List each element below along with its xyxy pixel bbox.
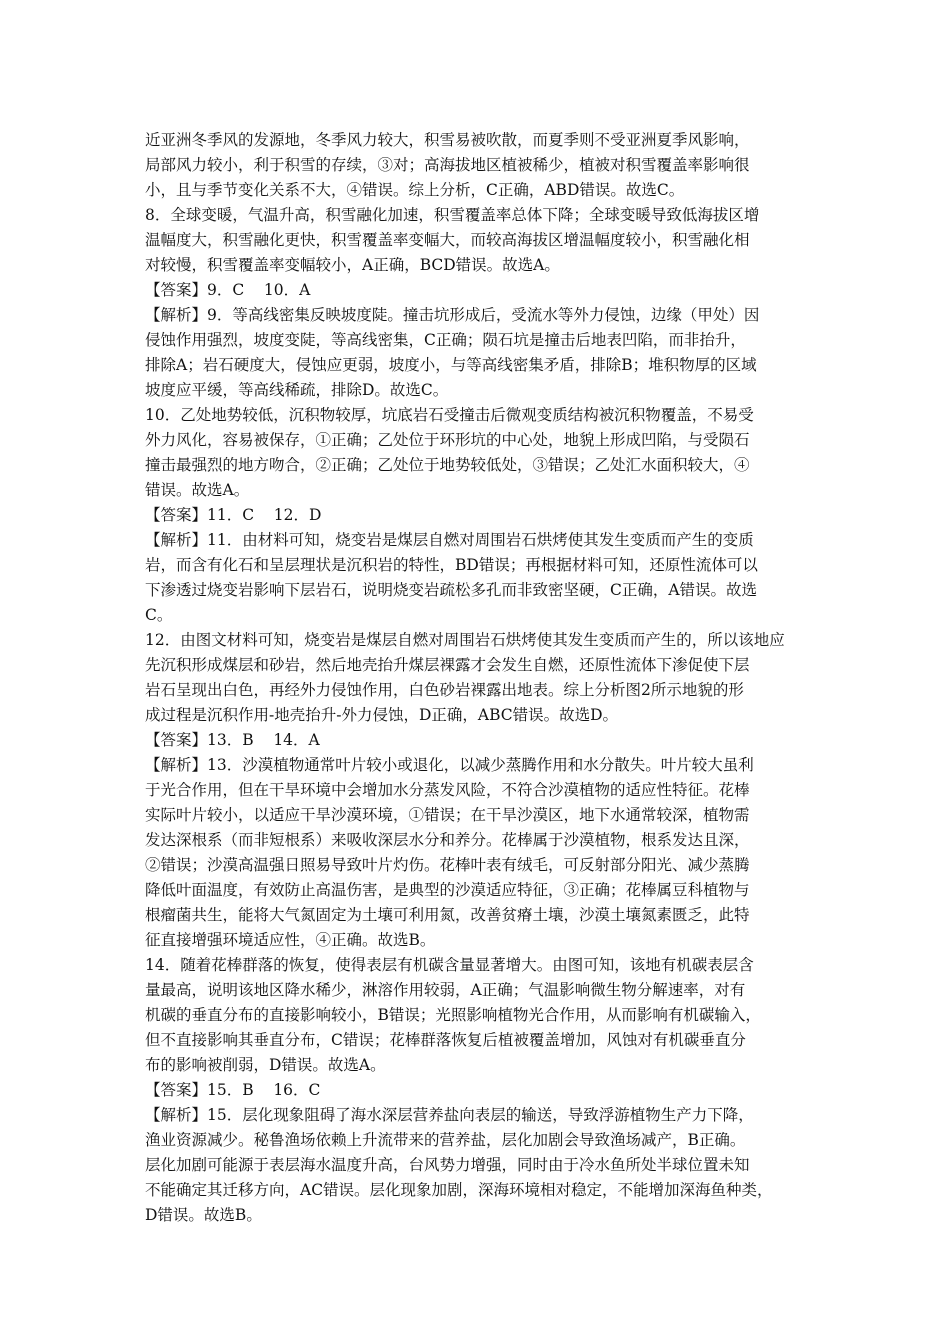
text-line: 10．乙处地势较低，沉积物较厚，坑底岩石受撞击后微观变质结构被沉积物覆盖，不易受 <box>145 406 754 424</box>
text-line: 下渗透过烧变岩影响下层岩石，说明烧变岩疏松多孔而非致密坚硬，C正确，A错误。故选 <box>145 581 758 599</box>
text-line: 征直接增强环境适应性，④正确。故选B。 <box>145 931 436 949</box>
text-line: 布的影响被削弱，D错误。故选A。 <box>145 1056 386 1074</box>
text-line: 坡度应平缓，等高线稀疏，排除D。故选C。 <box>145 381 449 399</box>
text-line: 14．随着花棒群落的恢复，使得表层有机碳含量显著增大。由图可知，该地有机碳表层含 <box>145 956 754 974</box>
text-line: 成过程是沉积作用-地壳抬升-外力侵蚀，D正确，ABC错误。故选D。 <box>145 706 619 724</box>
text-line: 小，且与季节变化关系不大，④错误。综上分析，C正确，ABD错误。故选C。 <box>145 181 685 199</box>
text-line: 先沉积形成煤层和砂岩，然后地壳抬升煤层裸露才会发生自燃，还原性流体下渗促使下层 <box>145 656 750 674</box>
text-line: 外力风化，容易被保存，①正确；乙处位于环形坑的中心处，地貌上形成凹陷，与受陨石 <box>145 431 750 449</box>
text-line: 8．全球变暖，气温升高，积雪融化加速，积雪覆盖率总体下降；全球变暖导致低海拔区增 <box>145 206 760 224</box>
text-line: 【解析】11．由材料可知，烧变岩是煤层自燃对周围岩石烘烤使其发生变质而产生的变质 <box>145 531 754 549</box>
text-line: 【解析】9．等高线密集反映坡度陡。撞击坑形成后，受流水等外力侵蚀，边缘（甲处）因 <box>145 306 760 324</box>
text-line: D错误。故选B。 <box>145 1206 262 1224</box>
text-line: 【解析】15．层化现象阻碍了海水深层营养盐向表层的输送，导致浮游植物生产力下降， <box>145 1106 754 1124</box>
text-line: 温幅度大，积雪融化更快，积雪覆盖率变幅大，而较高海拔区增温幅度较小，积雪融化相 <box>145 231 750 249</box>
text-line: 近亚洲冬季风的发源地，冬季风力较大，积雪易被吹散，而夏季则不受亚洲夏季风影响， <box>145 131 750 149</box>
text-line: 发达深根系（而非短根系）来吸收深层水分和养分。花棒属于沙漠植物，根系发达且深， <box>145 831 750 849</box>
text-line: 机碳的垂直分布的直接影响较小，B错误；光照影响植物光合作用，从而影响有机碳输入， <box>145 1006 761 1024</box>
text-line: 但不直接影响其垂直分布，C错误；花棒群落恢复后植被覆盖增加，风蚀对有机碳垂直分 <box>145 1031 746 1049</box>
text-line: 渔业资源减少。秘鲁渔场依赖上升流带来的营养盐，层化加剧会导致渔场减产，B正确。 <box>145 1131 746 1149</box>
text-line: 根瘤菌共生，能将大气氮固定为土壤可利用氮，改善贫瘠土壤，沙漠土壤氮素匮乏，此特 <box>145 906 750 924</box>
text-line: 12．由图文材料可知，烧变岩是煤层自燃对周围岩石烘烤使其发生变质而产生的，所以该地应 <box>145 631 785 649</box>
text-line: 侵蚀作用强烈，坡度变陡，等高线密集，C正确；陨石坑是撞击后地表凹陷，而非抬升， <box>145 331 746 349</box>
text-line: 实际叶片较小，以适应干旱沙漠环境，①错误；在干旱沙漠区，地下水通常较深，植物需 <box>145 806 750 824</box>
text-line: 层化加剧可能源于表层海水温度升高，台风势力增强，同时由于冷水鱼所处半球位置未知 <box>145 1156 750 1174</box>
answer-line: 【答案】11．C 12．D <box>145 506 322 524</box>
text-line: 量最高，说明该地区降水稀少，淋溶作用较弱，A正确；气温影响微生物分解速率，对有 <box>145 981 746 999</box>
text-line: 降低叶面温度，有效防止高温伤害，是典型的沙漠适应特征，③正确；花棒属豆科植物与 <box>145 881 750 899</box>
text-line: 对较慢，积雪覆盖率变幅较小，A正确，BCD错误。故选A。 <box>145 256 560 274</box>
text-line: 局部风力较小，利于积雪的存续，③对；高海拔地区植被稀少，植被对积雪覆盖率影响很 <box>145 156 750 174</box>
answer-line: 【答案】13．B 14．A <box>145 731 320 749</box>
text-line: 排除A；岩石硬度大，侵蚀应更弱，坡度小，与等高线密集矛盾，排除B；堆积物厚的区域 <box>145 356 757 374</box>
text-line: 【解析】13．沙漠植物通常叶片较小或退化，以减少蒸腾作用和水分散失。叶片较大虽利 <box>145 756 754 774</box>
text-line: 于光合作用，但在干旱环境中会增加水分蒸发风险，不符合沙漠植物的适应性特征。花棒 <box>145 781 750 799</box>
answer-line: 【答案】15．B 16．C <box>145 1081 321 1099</box>
text-line: 撞击最强烈的地方吻合，②正确；乙处位于地势较低处，③错误；乙处汇水面积较大，④ <box>145 456 750 474</box>
text-line: ②错误；沙漠高温强日照易导致叶片灼伤。花棒叶表有绒毛，可反射部分阳光、减少蒸腾 <box>145 856 750 874</box>
text-line: 错误。故选A。 <box>145 481 250 499</box>
text-line: 岩石呈现出白色，再经外力侵蚀作用，白色砂岩裸露出地表。综上分析图2所示地貌的形 <box>145 681 744 699</box>
answer-explanation-text <box>145 128 813 1228</box>
text-line: 岩，而含有化石和呈层理状是沉积岩的特性，BD错误；再根据材料可知，还原性流体可以 <box>145 556 758 574</box>
text-line: C。 <box>145 606 173 624</box>
answer-line: 【答案】9．C 10．A <box>145 281 311 299</box>
text-line: 不能确定其迁移方向，AC错误。层化现象加剧，深海环境相对稳定，不能增加深海鱼种类， <box>145 1181 773 1199</box>
